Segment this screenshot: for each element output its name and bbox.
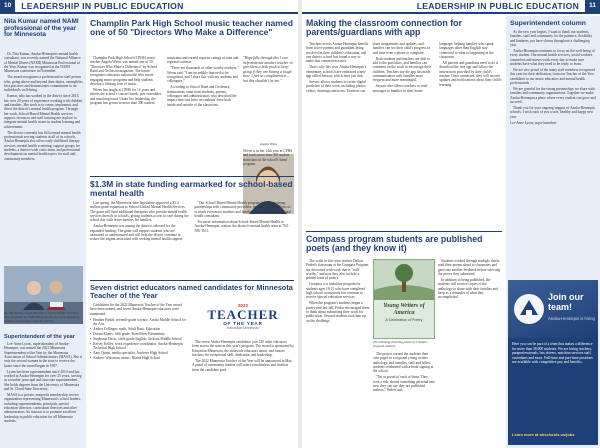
toy-headline: Seven district educators named candidates for Minnesota Teacher of the Year	[90, 283, 293, 300]
paragraph: "Our School-Based Mental Health program is built on strong partnerships with community providers, and this funding allows us to reach even more students and families," said the district's mental health consultant.	[194, 201, 292, 219]
compass-body-col3	[438, 259, 502, 446]
paragraph: We are grateful for the strong partnerships we share with families and community organizations. Together we make Anoka-Hennepin a place where every student can grow and succeed.	[510, 86, 596, 104]
book-title: Young Writers of America	[383, 303, 425, 316]
list-item: • Andrew Wikstrom, music, Blaine High School	[90, 356, 188, 360]
list-item: • Kelsey Kelley, work experience coordinator, Anoka-Hennepin Technical High School	[90, 342, 188, 351]
publication-title: LEADERSHIP IN PUBLIC EDUCATION	[21, 1, 184, 11]
paragraph: Lyons has been superintendent since 2019 and has worked in Anoka-Hennepin for over 25 years, serving as a teacher, principal and associate superintendent. She holds degrees from the University of Minnesota and St. Cloud State University.	[4, 369, 82, 392]
app-headline: Making the classroom connection for parents/guardians with app	[306, 18, 462, 38]
paragraph: Seesaw also allows teachers to send messages to families in their home language, helping families who speak languages other than English stay connected to what is happening in the classroom.	[372, 42, 494, 93]
ad-body: Here you can be part of a team that makes a difference for more than 38,000 students. We are hiring teachers, paraprofessionals, bus drivers, nutrition services staff, custodians and more. Full-time and part-time positions are available with competitive pay and benefits.	[512, 342, 593, 365]
profile-headline: Nita Kumar named NAMI professional of the year for Minnesota	[4, 18, 79, 39]
column-heading: Superintendent column	[510, 20, 586, 27]
photo-caption: The anthology featuring poems by Compass Program students.	[373, 340, 428, 348]
photo-caption: Dr. Nita Kumar, Anoka-Hennepin's mental health consultant, was recognized by NAMI Minnesota for her work supporting students and families across the district.	[4, 311, 80, 323]
compass-headline: Compass program students are published poets (and they know it)	[306, 234, 483, 254]
paragraph: Both students and teachers are able to add to the portfolios, and families can comment on the work to encourage their children. Teachers say the app has made communication with families more frequent and more meaningful.	[372, 56, 431, 83]
paragraph: According to School Band and Orchestra, nominations came from students, parents, colleagues and administrators who described the impact directors have on students' lives both inside and outside of the classroom.	[167, 85, 237, 107]
list-item: • Amber Cellinger, math, Adult Basic Education	[90, 327, 188, 331]
paragraph: The walls in first-year teacher Dalton Peden's classroom at the Compass Program are decorated with work that is "wall worthy," and now they also include a printed book of poetry.	[306, 259, 369, 281]
paragraph: MASA is a private, nonprofit membership service organization representing Minnesota's school leaders, including superintendents, principals, special education directors, curriculum directors and other administrators. Its mission is to promote excellent leadership in public education for all Minnesota students.	[4, 392, 81, 424]
profile-body	[4, 52, 83, 250]
paragraph: The 2022 Minnesota Teacher of the Year will be announced in May. A panel of community leaders will select semifinalists and finalists from the candidate pool.	[192, 358, 293, 372]
paragraph: In addition to being published, the students will receive copies of the anthology to share with their families and keep as a reminder of what they accomplished.	[438, 277, 498, 300]
paragraph: Anoka-Hennepin was among the districts selected for the expanded funding. The grant will support students who are uninsured or underinsured and will help the district continue to reduce the stigma associated with seeking mental health support.	[90, 224, 184, 242]
column-signature: Lee-Anne Lyons, superintendent	[510, 120, 557, 125]
logo-year: 2022	[237, 303, 249, 308]
right-page-header	[302, 0, 600, 14]
feature-quote: "Hopefully through this I can help motivate another teacher or give them a little push to keep going if they are having a tough time. I feel so complimented — but this shouldn't be me."	[243, 56, 293, 83]
superintendent-heading: Superintendent of the year	[4, 334, 75, 340]
photo-caption: Angela Wiens	[260, 142, 277, 146]
ad-subtitle: Anoka-Hennepin is hiring	[548, 316, 595, 321]
superintendent-body	[4, 342, 83, 446]
ad-title: Join our team!	[548, 292, 584, 312]
paragraph: Compass is a transition program for students ages 18-21 who have completed high school coursework but continue to receive special education services.	[306, 282, 365, 300]
list-item: • Stephanie Davis, sixth-grade English, Jackson Middle School	[90, 337, 188, 341]
ad-link[interactable]: Learn more at ahschools.us/jobs	[512, 432, 575, 437]
grant-body	[90, 201, 294, 277]
paragraph: "There are thousands of other worthy teachers," Wiens said. "I am incredibly honored to be recognized, and I share this with my students and colleagues."	[167, 66, 239, 84]
left-page	[0, 0, 298, 448]
logo-title: TEACHER	[207, 307, 279, 322]
paragraph: For more information about School-Based Mental Health in Anoka-Hennepin, contact the district's mental health team at 763-506-1161.	[194, 219, 289, 233]
paragraph: Champlin Park High School (CPHS) music teacher Angela Wiens was named one of 50 "Directors Who Make a Difference" by School Band and Orchestra magazine. The honor recognizes educators nationwide who create engaging music programs and help students develop a lifelong love of music.	[90, 56, 158, 87]
paragraph: The seven Anoka-Hennepin candidates join 120 other educators from across the state in this year's program. The award is sponsored by Education Minnesota, the statewide educators union, and honors teachers for exceptional skill, dedication and leadership.	[192, 340, 294, 358]
paragraph: The project earned the students their own pages in a regional young writers anthology, and families, staff and fellow students celebrated with a book signing at the school.	[373, 352, 434, 374]
ad-banner	[508, 280, 598, 338]
feature-headline: Champlin Park High School music teacher named one of 50 "Directors Who Make a Difference"	[90, 18, 293, 38]
paragraph: We are also proud of the many staff members recognized this year for their dedication, from our Teacher of the Year candidates to our music educators and mental health professionals.	[510, 67, 595, 85]
compass-body-col2	[373, 352, 435, 446]
paragraph: Kumar, who has worked in the district since 2015, has over 20 years of experience working with children and families. Her work is to create, implement, and direct the district's mental health program. Through her work, School-Based Mental Health services support, resources and staff training are in place to integrate mental health issues in student learning and achievement.	[4, 94, 83, 129]
paragraph: When the program's students began a poetry unit last fall, Peden encouraged them to think about submitting their work for publication. Several students took him up on the challenge.	[306, 301, 370, 323]
feature-quote-follow: Wiens is in her 14th year at CPHS and leads more than 300 student musicians in the school's band program.	[243, 149, 293, 167]
paragraph: All parents and guardians need to do is download the free app and follow the instructions provided by their child's teacher. Once connected, they will receive updates and notifications about their child's learning.	[439, 60, 502, 87]
paragraph: Lee-Anne Lyons, superintendent of Anoka-Hennepin, was named the 2021 Minnesota Superintendent of the Year by the Minnesota Association of School Administrators (MASA). She is only the second woman in the state to receive the honor since the award began in 1987.	[4, 342, 83, 368]
list-item: • Heather Birkel, seventh-grade science, Anoka Middle School for the Arts	[90, 318, 188, 327]
paragraph: That's why this year, Anoka-Hennepin's elementary schools have embraced a new app called Seesaw, which does just that.	[306, 65, 367, 78]
page-number: 10	[0, 0, 15, 12]
column-body	[510, 30, 596, 276]
divider	[90, 176, 294, 177]
paragraph: As the new year begins, I want to thank our students, families, staff and community for the patience, flexibility and kindness you have shown throughout a challenging year.	[510, 30, 593, 48]
paragraph: Teachers across Anoka-Hennepin benefit from active parents and guardians being involved in their children's education, and one district school has found a way to make that connection easier.	[306, 42, 368, 64]
paragraph: Seesaw allows students to create digital portfolios of their work, including photos, videos, drawings and notes. Teachers can share assignments and updates, and families can see their child's progress in real time from a phone or computer.	[306, 42, 430, 93]
right-page	[302, 0, 600, 448]
publication-title: LEADERSHIP IN PUBLIC EDUCATION	[416, 1, 580, 11]
list-item: • Amy Quinn, media specialist, Andover High School	[90, 351, 188, 355]
page-number: 11	[585, 0, 600, 12]
paragraph: The district currently has 64 licensed mental health professionals serving students at all of its schools. Anoka-Hennepin also offers early childhood therapy services, mental health screening, support groups for students, a district-wide crisis team, and professional development on mental health topics for staff and community members.	[4, 130, 81, 161]
toy-body-left	[90, 303, 188, 446]
list-item: • Dustin Klaers, fifth grade, Rum River Elementary	[90, 332, 188, 336]
logo-organization: Education Minnesota	[227, 326, 259, 330]
teacher-of-year-logo	[192, 303, 294, 337]
toy-body-right	[192, 340, 294, 446]
intro-paragraph: Candidates for the 2022 Minnesota Teacher of the Year award have been named, and seven Anoka-Hennepin educators were nominated:	[90, 303, 182, 316]
paragraph: The award recognizes a professional or staff person who, going above and beyond their duties, exemplifies best practices and demonstrates commitment to an individual's well-being.	[4, 75, 83, 93]
paragraph: "I'm so proud of each of them. They took a risk, shared something personal and now they can say they are published authors," Peden said.	[373, 375, 435, 393]
app-body	[306, 42, 502, 228]
join-our-team-ad[interactable]	[508, 280, 598, 445]
book-subtitle: A Celebration of Poetry	[385, 318, 423, 323]
feature-body	[90, 56, 240, 172]
anthology-book-cover	[373, 259, 435, 339]
paragraph: Anoka-Hennepin continues to focus on the well-being of every student. Our mental health services, social workers, counselors and nurses work every day to make sure students have what they need to be ready to learn.	[510, 48, 595, 66]
grant-headline: $1.3M in state funding earmarked for school-based mental health	[90, 179, 293, 198]
paragraph: Thank you for your ongoing support of Anoka-Hennepin schools. I wish each of you a safe, healthy and happy new year.	[510, 105, 595, 119]
left-page-header	[0, 0, 298, 14]
logo-subtitle: OF THE YEAR	[223, 321, 263, 326]
compass-body-col1	[306, 259, 370, 446]
divider	[306, 231, 502, 232]
paragraph: Wiens has taught at CPHS for 14 years and directs the school's concert bands, jazz ensembles and marching band. Under her leadership, the program has grown to more than 300 student musicians and earned superior ratings at state and regional contests.	[90, 56, 239, 106]
nominee-list	[90, 318, 188, 361]
paragraph: Students worked through multiple drafts, read their poems aloud to classmates and gave one another feedback before selecting the pieces they submitted.	[438, 259, 501, 277]
paragraph: Dr. Nita Kumar, Anoka-Hennepin's mental health consultant, was recently named the National Alliance of Mental Illness (NAMI) Minnesota Professional of the Year. Kumar was recognized at the NAMI Minnesota conference in November.	[4, 52, 81, 74]
tree-image-icon	[374, 260, 434, 300]
divider	[90, 280, 294, 281]
paragraph: Last spring, the Minnesota state legislature approved a $1.3 million grant expansion to School-Linked Mental Health Services. The grant will fund additional therapists who provide mental health services directly in schools, giving students access to care during the school day with fewer barriers for families.	[90, 201, 189, 223]
district-logo-icon	[512, 292, 546, 326]
